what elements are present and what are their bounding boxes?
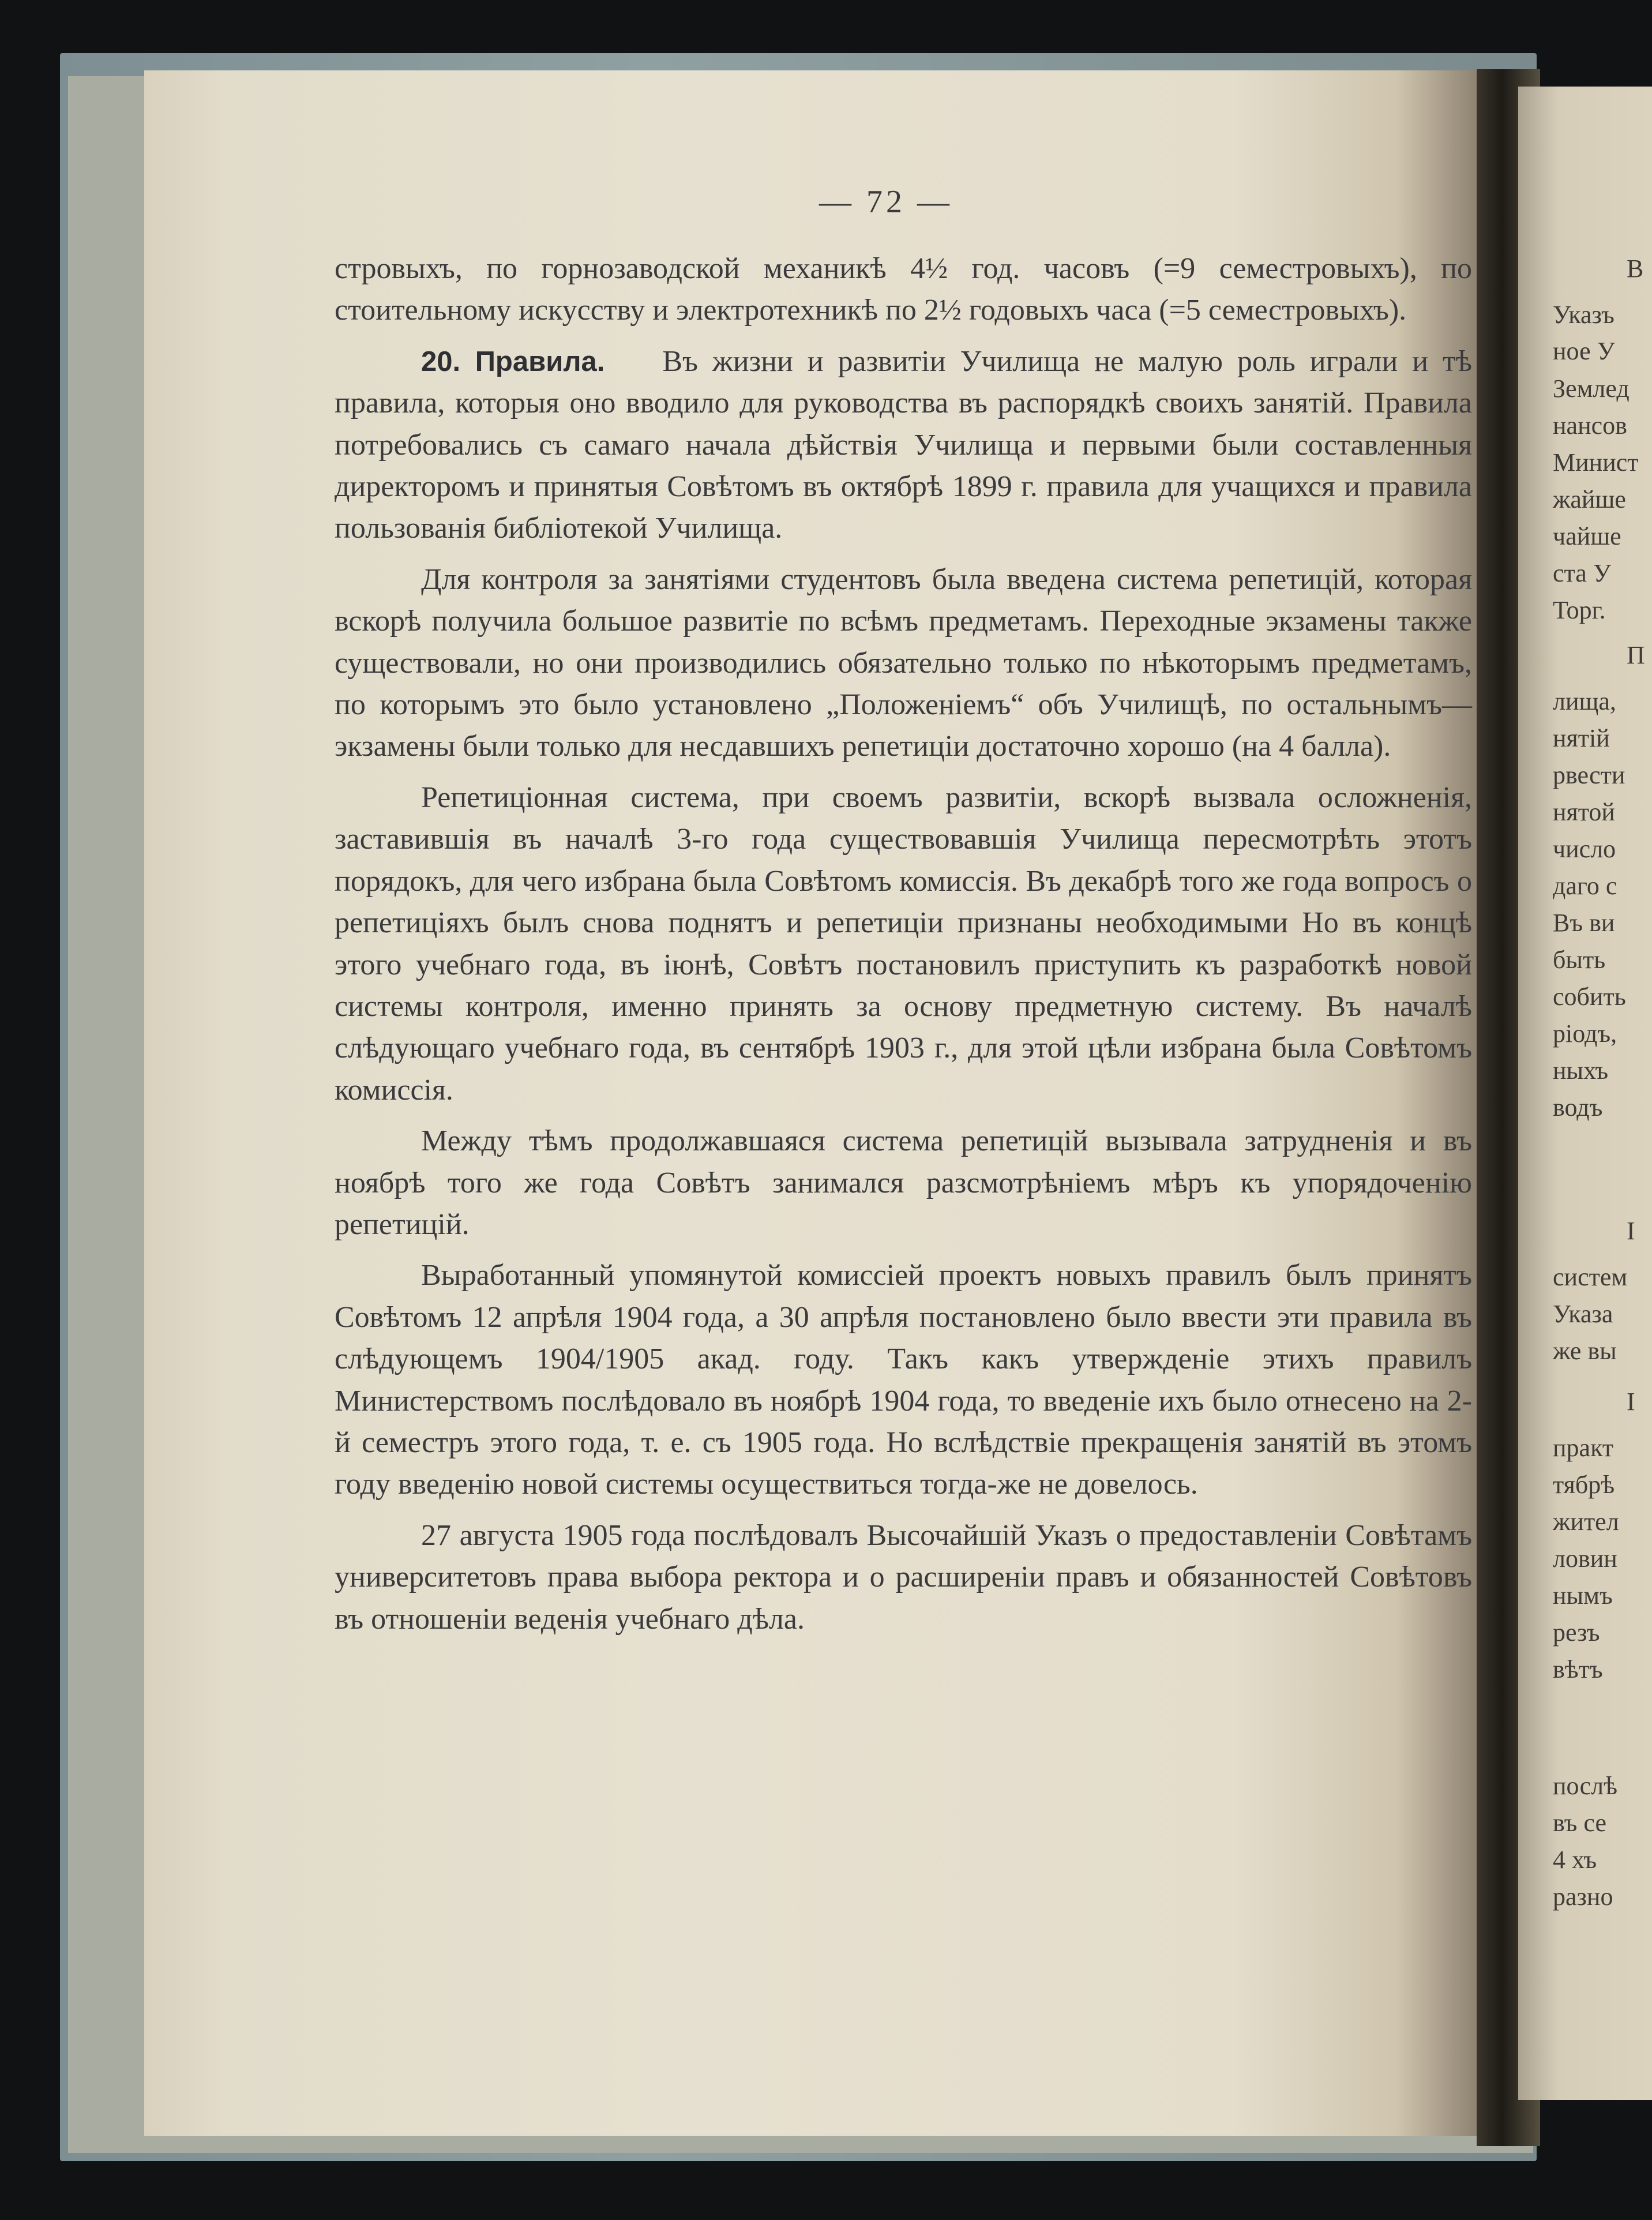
right-fragment: П (1627, 641, 1645, 669)
right-fragment: 4 хъ (1553, 1846, 1597, 1874)
right-fragment: тябрѣ (1553, 1471, 1615, 1499)
right-fragment: В (1627, 254, 1644, 283)
paragraph-5: Между тѣмъ продолжавшаяся система репетицій вызывала затрудненія и въ ноябрѣ того же года Совѣтъ занимался разсмотрѣніемъ мѣръ къ упорядоченію репетицій. (335, 1124, 1472, 1241)
paragraph-4: Репетиціонная система, при своемъ развитіи, вскорѣ вызвала осложненія, заставившія въ началѣ 3-го года существовавшія Училища пересмотрѣть этотъ порядокъ, для чего избрана была Совѣтомъ комиссія. Въ декабрѣ того же года вопросъ о репетиціяхъ былъ снова поднятъ и репетиціи признаны необходимыми Но въ концѣ этого учебнаго года, въ іюнѣ, Совѣтъ постановилъ приступить къ разработкѣ новой системы контроля, именно принять за основу предметную систему. Въ началѣ слѣдующаго учебнаго года, въ сентябрѣ 1903 г., для этой цѣли избрана была Совѣтомъ комиссія. (335, 781, 1472, 1107)
right-fragment: нятій (1553, 724, 1610, 752)
right-fragment: практ (1553, 1434, 1614, 1462)
right-fragment: вѣтъ (1553, 1655, 1603, 1683)
right-fragment: Указа (1553, 1300, 1613, 1328)
right-fragment: быть (1553, 946, 1606, 974)
page-body (335, 248, 1472, 1640)
right-fragment: собить (1553, 982, 1626, 1011)
right-fragment: даго с (1553, 872, 1617, 900)
paragraph-7: 27 августа 1905 года послѣдовалъ Высочайшій Указъ о предоставленіи Совѣтамъ университетовъ права выбора ректора и о расширеніи правъ и обязанностей Совѣтовъ въ отношеніи веденія учебнаго дѣла. (335, 1518, 1472, 1636)
right-fragment: жайше (1553, 485, 1626, 513)
paragraph-2 (335, 341, 1472, 550)
right-fragment: Въ ви (1553, 909, 1615, 937)
right-fragment: жител (1553, 1507, 1619, 1536)
right-fragment: нятой (1553, 798, 1615, 826)
right-fragment: лища, (1553, 687, 1616, 715)
page-number: — 72 — (819, 184, 953, 220)
right-fragment: Указъ (1553, 301, 1615, 329)
right-fragment: водъ (1553, 1093, 1603, 1122)
right-fragment: ста У (1553, 559, 1611, 587)
right-fragment: чайше (1553, 522, 1621, 550)
right-fragment: Землед (1553, 374, 1630, 403)
right-fragment: въ се (1553, 1809, 1607, 1837)
paragraph-3: Для контроля за занятіями студентовъ была введена система репетицій, которая вскорѣ получила большое развитіе по всѣмъ предметамъ. Переходные экзамены также существовали, но они производились обязательно только по нѣкоторымъ предметамъ, по которымъ это было установлено „Положеніемъ“ объ Училищѣ, по остальнымъ—экзамены были только для несдавшихъ репетиціи достаточно хорошо (на 4 балла). (335, 562, 1472, 763)
right-fragment: ныхъ (1553, 1056, 1609, 1085)
right-fragment: систем (1553, 1263, 1628, 1291)
paragraph-1: стровыхъ, по горнозаводской механикѣ 4½ год. часовъ (=9 семестровыхъ), по стоительному искусству и электротехникѣ по 2½ годовыхъ часа (=5 семестровыхъ). (335, 252, 1472, 327)
paragraph-6: Выработанный упомянутой комиссіей проектъ новыхъ правилъ былъ принятъ Совѣтомъ 12 апрѣля 1904 года, а 30 апрѣля постановлено было ввести эти правила въ слѣдующемъ 1904/1905 акад. году. Такъ какъ утвержденіе этихъ правилъ Министерствомъ послѣдовало въ ноябрѣ 1904 года, то введеніе ихъ было отнесено на 2-й семестръ этого года, т. е. съ 1905 года. Но вслѣдствіе прекращенія занятій въ этомъ году введенію новой системы осуществиться тогда-же не довелось. (335, 1259, 1472, 1501)
right-fragment: нымъ (1553, 1581, 1613, 1610)
right-fragment: ріодъ, (1553, 1019, 1617, 1048)
right-fragment: резъ (1553, 1618, 1600, 1647)
right-fragment: ное У (1553, 337, 1615, 365)
right-fragment: число (1553, 835, 1616, 863)
right-fragment: Минист (1553, 448, 1639, 477)
right-fragment: рвести (1553, 761, 1625, 789)
right-fragment: разно (1553, 1882, 1613, 1911)
paragraph-2-text: Въ жизни и развитіи Училища не малую роль играли и тѣ правила, которыя оно вводило для руководства въ распорядкѣ своихъ занятій. Правила потребовались съ самаго начала дѣйствія Училища и первыми были составленныя директоромъ и принятыя Совѣтомъ въ октябрѣ 1899 г. правила для учащихся и правила пользованія библіотекой Училища. (335, 344, 1472, 545)
right-fragment: нансов (1553, 411, 1627, 440)
right-fragment: I (1627, 1387, 1635, 1416)
right-fragment: ловин (1553, 1544, 1617, 1573)
right-fragment: же вы (1553, 1337, 1617, 1365)
section-heading: 20. Правила. (421, 346, 605, 377)
right-fragment: Торг. (1553, 596, 1606, 624)
right-fragment: I (1627, 1217, 1635, 1245)
right-fragment: послѣ (1553, 1772, 1618, 1800)
